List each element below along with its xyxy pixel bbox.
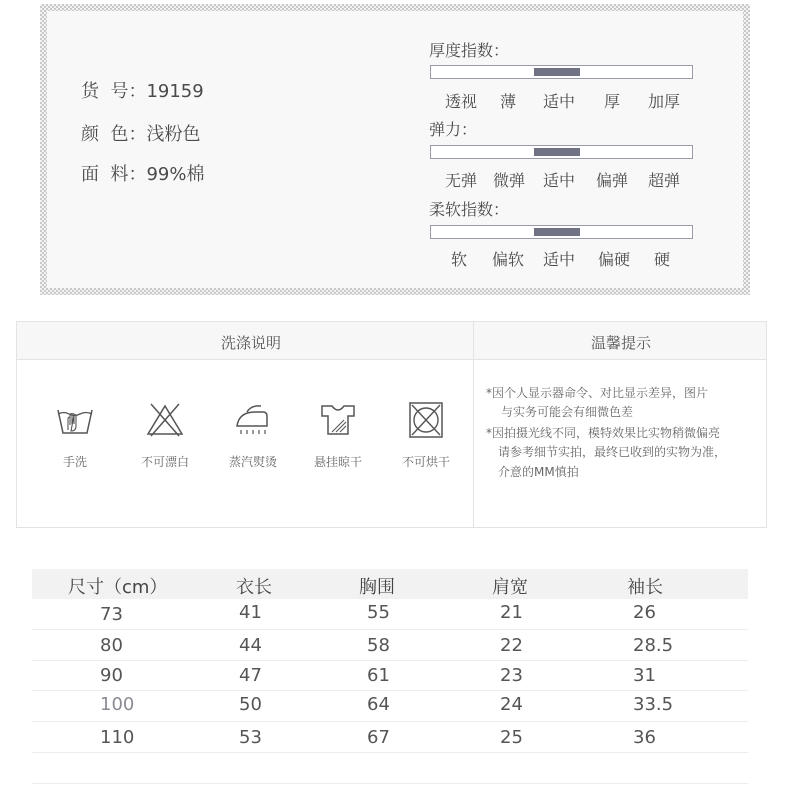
size-cell: 73	[100, 604, 123, 625]
size-header-cell: 尺寸（cm）	[68, 577, 168, 598]
care-item-no-bleach	[120, 402, 210, 470]
care-panel-header	[17, 322, 766, 360]
size-header-cell: 衣长	[236, 577, 272, 598]
tip-line: 请参考细节实拍，最终已收到的实物为准，	[498, 445, 727, 459]
tip-line: *因个人显示器命令、对比显示差异，图片	[486, 386, 709, 400]
row-divider	[32, 660, 748, 661]
size-cell: 33.5	[633, 694, 674, 715]
size-cell: 31	[633, 665, 656, 686]
care-instructions-panel	[16, 321, 767, 528]
steam-iron-icon	[233, 402, 273, 438]
size-cell: 41	[239, 602, 262, 623]
color-label: 颜 色：	[81, 124, 147, 145]
size-cell: 21	[500, 602, 523, 623]
size-cell: 55	[367, 602, 390, 623]
size-header-cell: 肩宽	[492, 577, 528, 598]
size-header-cell: 袖长	[627, 577, 663, 598]
care-item-steam-iron	[208, 402, 298, 470]
thickness-level: 适中	[542, 92, 576, 111]
thickness-level: 薄	[499, 92, 517, 111]
fabric-label: 面 料：	[81, 164, 147, 185]
thickness-level: 加厚	[647, 92, 681, 111]
size-cell: 100	[100, 694, 135, 715]
softness-indicator	[534, 228, 580, 236]
hang-dry-icon	[318, 402, 358, 438]
care-title: 洗涤说明	[220, 334, 282, 352]
size-cell: 26	[633, 602, 656, 623]
size-cell: 61	[367, 665, 390, 686]
tip-line: *因拍摄光线不同，模特效果比实物稍微偏亮	[486, 426, 721, 440]
size-cell: 23	[500, 665, 523, 686]
softness-level: 硬	[653, 250, 671, 269]
thickness-level: 透视	[444, 92, 478, 111]
care-label: 不可烘干	[401, 455, 450, 469]
size-cell: 53	[239, 727, 262, 748]
care-label: 蒸汽熨烫	[228, 455, 277, 469]
care-item-no-tumble-dry	[381, 402, 471, 470]
no-tumble-dry-icon	[406, 402, 446, 438]
size-cell: 44	[239, 635, 262, 656]
softness-level: 软	[450, 250, 468, 269]
elasticity-level: 适中	[542, 171, 576, 190]
size-cell: 90	[100, 665, 123, 686]
care-item-hand-wash	[30, 402, 120, 470]
elasticity-level: 超弹	[647, 171, 681, 190]
size-cell: 110	[100, 727, 135, 748]
panel-divider	[473, 322, 474, 527]
softness-level: 偏软	[491, 250, 525, 269]
row-divider	[32, 721, 748, 722]
size-cell: 28.5	[633, 635, 674, 656]
thickness-title: 厚度指数：	[429, 41, 510, 60]
row-divider	[32, 783, 748, 784]
row-divider	[32, 629, 748, 630]
softness-title: 柔软指数：	[429, 200, 510, 219]
hand-wash-icon	[55, 402, 95, 438]
product-info-panel	[40, 4, 750, 295]
tips-title: 温馨提示	[590, 334, 652, 352]
size-cell: 25	[500, 727, 523, 748]
care-label: 悬挂晾干	[313, 455, 362, 469]
elasticity-scale	[430, 145, 693, 159]
size-cell: 24	[500, 694, 523, 715]
size-cell: 36	[633, 727, 656, 748]
elasticity-level: 偏弹	[595, 171, 629, 190]
item-number-label: 货 号：	[81, 81, 147, 102]
size-cell: 64	[367, 694, 390, 715]
elasticity-indicator	[534, 148, 580, 156]
tip-line: 介意的MM慎拍	[498, 465, 579, 479]
size-cell: 67	[367, 727, 390, 748]
care-label: 手洗	[62, 455, 87, 469]
elasticity-title: 弹力：	[429, 120, 478, 139]
tip-line: 与实务可能会有细微色差	[501, 405, 634, 419]
fabric-value: 99%棉	[146, 164, 205, 185]
item-number-value: 19159	[146, 81, 204, 102]
care-item-hang-dry	[293, 402, 383, 470]
color-info	[81, 120, 200, 146]
elasticity-level: 无弹	[444, 171, 478, 190]
row-divider	[32, 752, 748, 753]
elasticity-level: 微弹	[492, 171, 526, 190]
size-header-cell: 胸围	[359, 577, 395, 598]
no-bleach-icon	[145, 402, 185, 438]
thickness-scale	[430, 65, 693, 79]
size-cell: 50	[239, 694, 262, 715]
softness-level: 适中	[542, 250, 576, 269]
softness-scale	[430, 225, 693, 239]
thickness-level: 厚	[603, 92, 621, 111]
care-label: 不可漂白	[140, 455, 189, 469]
row-divider	[32, 690, 748, 691]
size-cell: 22	[500, 635, 523, 656]
size-cell: 58	[367, 635, 390, 656]
color-value: 浅粉色	[146, 124, 201, 145]
fabric-info	[81, 160, 204, 186]
thickness-indicator	[534, 68, 580, 76]
softness-level: 偏硬	[597, 250, 631, 269]
item-number	[81, 77, 204, 103]
size-cell: 80	[100, 635, 123, 656]
size-cell: 47	[239, 665, 262, 686]
